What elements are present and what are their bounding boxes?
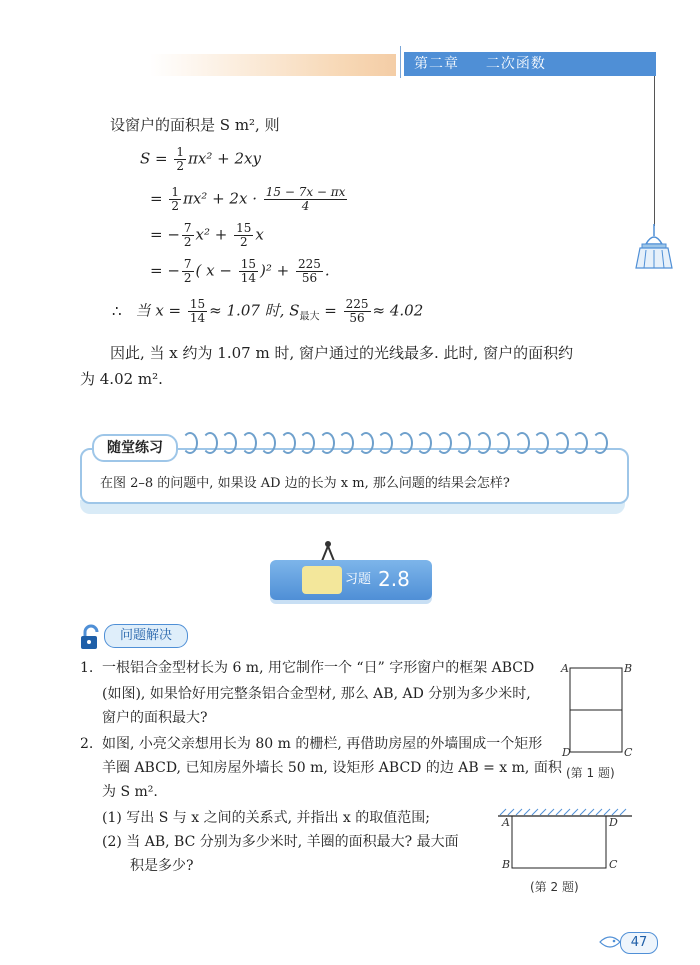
coil-ring (221, 432, 237, 454)
header-divider (400, 46, 401, 78)
exercises-banner-accent (302, 566, 342, 594)
coil-ring (553, 432, 569, 454)
lock-icon (78, 624, 104, 650)
coil-ring (319, 432, 335, 454)
coil-ring (202, 432, 218, 454)
coil-ring (358, 432, 374, 454)
problem-1-line-3: 窗户的面积最大? (102, 710, 208, 726)
problem-2-line-1: 如图, 小亮父亲想用长为 80 m 的栅栏, 再借助房屋的外墙围成一个矩形 (102, 736, 543, 752)
figure-2-label-a: A (502, 816, 510, 829)
coil-ring (494, 432, 510, 454)
figure-1-label-c: C (624, 746, 633, 759)
problem-solving-tag: 问题解决 (104, 624, 188, 648)
coil-ring (475, 432, 491, 454)
coil-ring (260, 432, 276, 454)
figure-1-caption: (第 1 题) (566, 766, 615, 780)
problem-1-line-1: 一根铝合金型材长为 6 m, 用它制作一个 “日” 字形窗户的框架 ABCD (102, 660, 535, 676)
problem-2-line-2: 羊圈 ABCD, 已知房屋外墙长 50 m, 设矩形 ABCD 的边 AB = x m, 面积 (102, 760, 562, 776)
coil-ring (416, 432, 432, 454)
fish-icon (598, 930, 622, 954)
figure-1-label-b: B (624, 662, 633, 675)
chapter-title: 二次函数 (485, 56, 546, 72)
problem-1-number: 1. (80, 660, 94, 676)
coil-ring (514, 432, 530, 454)
conclusion-line-2: 为 4.02 m². (80, 370, 163, 388)
figure-2-label-d: D (609, 816, 618, 829)
coil-ring (533, 432, 549, 454)
margin-line (654, 76, 655, 226)
exercises-number: 2.8 (378, 567, 410, 591)
problem-2-sub-1: (1) 写出 S 与 x 之间的关系式, 并指出 x 的取值范围; (102, 810, 430, 826)
coil-ring (436, 432, 452, 454)
tower-icon (632, 222, 676, 272)
chapter-header (404, 52, 656, 76)
problem-2-number: 2. (80, 736, 94, 752)
figure-2-label-b: B (502, 858, 511, 871)
coil-ring (182, 432, 198, 454)
header-gradient-band (150, 54, 396, 76)
coil-ring (455, 432, 471, 454)
result-line: ∴ 当 x = $\frac{15}{14}$ ≈ 1.07 时, $S_{最大}$ = $\frac{225}{56}$ ≈ 4.02 (112, 297, 424, 325)
figure-1-label-d: D (562, 746, 571, 759)
problem-2-line-3: 为 S m². (102, 784, 158, 800)
solution-intro: 设窗户的面积是 S m², 则 (110, 116, 280, 134)
problem-2-sub-2-line-2: 积是多少? (130, 858, 194, 874)
equation-line-1: S = $\frac{1}{2}$ πx² + 2xy (140, 145, 261, 173)
equation-line-3: = − $\frac{7}{2}$ x² + $\frac{15}{2}$ x (150, 221, 264, 249)
coil-ring (241, 432, 257, 454)
figure-1-label-a: A (561, 662, 569, 675)
coil-ring (592, 432, 608, 454)
chapter-number: 第二章 (414, 56, 459, 72)
practice-tab: 随堂练习 (92, 434, 178, 462)
problem-2-sub-2-line-1: (2) 当 AB, BC 分别为多少米时, 羊圈的面积最大? 最大面 (102, 834, 459, 850)
figure-2-label-c: C (609, 858, 618, 871)
figure-1-window (560, 660, 632, 760)
coil-ring (572, 432, 588, 454)
coil-ring (377, 432, 393, 454)
conclusion-line-1: 因此, 当 x 约为 1.07 m 时, 窗户通过的光线最多. 此时, 窗户的面积约 (110, 344, 574, 362)
problem-1-line-2: (如图), 如果恰好用完整条铝合金型材, 那么 AB, AD 分别为多少米时, (102, 686, 531, 702)
coil-ring (397, 432, 413, 454)
coil-ring (280, 432, 296, 454)
page-number: 47 (620, 932, 658, 954)
exercises-label: 习题 (345, 572, 372, 587)
coil-ring (299, 432, 315, 454)
equation-line-2: = $\frac{1}{2}$ πx² + 2x · $\frac{15 - 7x - \pi x}{4}$ (150, 185, 346, 213)
equation-line-4: = − $\frac{7}{2}$ ( x − $\frac{15}{14}$ )² + $\frac{225}{56}$ . (150, 257, 330, 285)
coil-ring (338, 432, 354, 454)
practice-text: 在图 2–8 的问题中, 如果设 AD 边的长为 x m, 那么问题的结果会怎样? (100, 476, 510, 491)
figure-2-caption: (第 2 题) (530, 880, 579, 894)
